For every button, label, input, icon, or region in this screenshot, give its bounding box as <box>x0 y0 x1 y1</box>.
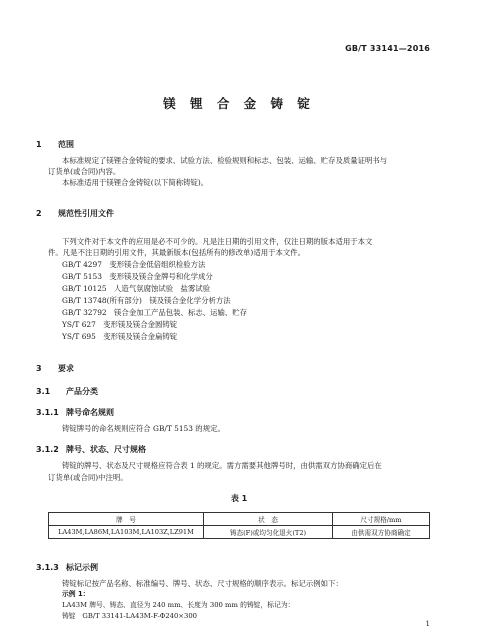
section-title: 牌号命名规则 <box>66 408 114 417</box>
section-number: 3.1.1 <box>36 408 59 417</box>
section-title: 要求 <box>58 364 74 373</box>
paragraph: 铸锭标记按产品名称、标准编号、牌号、状态、尺寸规格的顺序表示。标记示例如下： <box>62 579 343 588</box>
table-cell: 由供需双方协商确定 <box>333 526 430 539</box>
paragraph: 订货单(或合同)内容。 <box>48 167 121 176</box>
table-cell: 铸态(F)或均匀化退火(T2) <box>204 526 333 539</box>
section-number: 2 <box>36 209 42 218</box>
table-header-row <box>49 513 430 526</box>
table-caption: 表 1 <box>230 494 248 503</box>
table-header-cell: 牌 号 <box>49 513 204 526</box>
table-header-cell: 状 态 <box>204 513 333 526</box>
paragraph: 本标准适用于镁锂合金铸锭(以下简称铸锭)。 <box>62 178 209 187</box>
section-title: 标记示例 <box>66 563 98 572</box>
standard-code: GB/T 33141—2016 <box>345 44 430 53</box>
section-title: 范围 <box>58 140 74 149</box>
reference-item: YS/T 695 变形镁及镁合金扁铸锭 <box>62 332 178 341</box>
section-2-heading <box>36 208 114 219</box>
example-label: 示例 1： <box>62 590 90 598</box>
reference-item: GB/T 10125 人造气氛腐蚀试验 盐雾试验 <box>62 284 211 293</box>
subsection-3-1-1-heading <box>36 407 114 418</box>
paragraph: 下列文件对于本文件的应用是必不可少的。凡是注日期的引用文件，仅注日期的版本适用于本文 <box>62 237 373 246</box>
section-number: 3.1.3 <box>36 563 59 572</box>
reference-item: GB/T 13748(所有部分) 镁及镁合金化学分析方法 <box>62 296 231 305</box>
example-text: LA43M 牌号、铸态、直径为 240 mm、长度为 300 mm 的铸锭，标记为： <box>62 601 295 609</box>
reference-item: GB/T 32792 镁合金加工产品包装、标志、运输、贮存 <box>62 308 248 317</box>
reference-item: YS/T 627 变形镁及镁合金圆铸锭 <box>62 320 178 329</box>
subsection-3-1-3-heading <box>36 562 98 573</box>
paragraph: 铸锭的牌号、状态及尺寸规格应符合表 1 的规定。需方需要其他牌号时，由供需双方协商确定后在 <box>62 461 382 470</box>
table-1 <box>48 512 430 539</box>
table-header-cell: 尺寸规格/mm <box>333 513 430 526</box>
section-number: 3.1 <box>36 387 51 396</box>
paragraph: 件。凡是不注日期的引用文件，其最新版本(包括所有的修改单)适用于本文件。 <box>48 248 306 257</box>
reference-item: GB/T 5153 变形镁及镁合金牌号和化学成分 <box>62 272 213 281</box>
example-text: 铸锭 GB/T 33141-LA43M-F-Φ240×300 <box>62 612 197 620</box>
subsection-3-1-heading <box>36 386 98 397</box>
paragraph: 订货单(或合同)中注明。 <box>48 473 128 482</box>
section-number: 3 <box>36 364 42 373</box>
section-1-heading <box>36 139 74 150</box>
subsection-3-1-2-heading <box>36 444 146 455</box>
section-title: 产品分类 <box>66 387 98 396</box>
section-number: 1 <box>36 140 42 149</box>
section-number: 3.1.2 <box>36 445 59 454</box>
paragraph: 本标准规定了镁锂合金铸锭的要求、试验方法、检验规则和标志、包装、运输、贮存及质量证明书与 <box>62 156 388 165</box>
section-3-heading <box>36 363 74 374</box>
section-title: 规范性引用文件 <box>58 209 114 218</box>
document-title: 镁 锂 合 金 铸 锭 <box>163 96 315 111</box>
page-number: 1 <box>425 620 430 628</box>
section-title: 牌号、状态、尺寸规格 <box>66 445 146 454</box>
table-cell: LA43M,LA86M,LA103M,LA103Z,LZ91M <box>49 526 204 539</box>
reference-item: GB/T 4297 变形镁合金低倍组织检验方法 <box>62 260 206 269</box>
table-row <box>49 526 430 539</box>
paragraph: 铸锭牌号的命名规则应符合 GB/T 5153 的规定。 <box>62 424 225 433</box>
